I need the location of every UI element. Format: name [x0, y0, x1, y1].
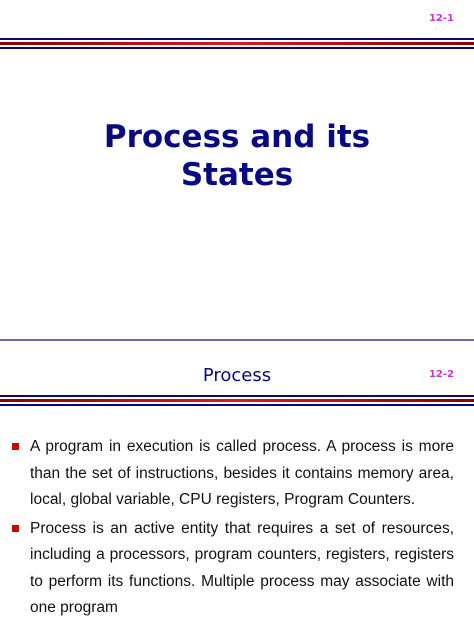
- slide-heading: Process: [202, 365, 272, 386]
- slide-number: 12-1: [428, 13, 454, 24]
- header-rule-top: [0, 395, 474, 397]
- slide-number: 12-2: [428, 369, 454, 380]
- header-rule-bottom: [0, 404, 474, 406]
- header-rule-bottom: [0, 47, 474, 49]
- square-bullet-icon: [12, 525, 19, 532]
- slide-title-line-2: States: [180, 157, 294, 193]
- bullet-text: A program in execution is called process. A process is more than the set of instructions, besides it contains memory area, local, global variable, CPU registers, Program Counters.: [30, 438, 454, 508]
- square-bullet-icon: [12, 443, 19, 450]
- slide-2: [0, 341, 474, 632]
- bullet-list: [12, 434, 454, 624]
- bullet-text: Process is an active entity that requires a set of resources, including a processors, program counters, registers, registers to perform its functions. Multiple process may associate with one program: [30, 519, 454, 616]
- slide-title: [0, 118, 474, 194]
- bullet-item: [12, 434, 454, 514]
- bullet-item: [12, 516, 454, 622]
- slide-title-line-1: Process and its: [103, 119, 371, 155]
- header-rule-accent: [0, 399, 474, 402]
- header-rule-accent: [0, 42, 474, 45]
- header-rule-top: [0, 38, 474, 40]
